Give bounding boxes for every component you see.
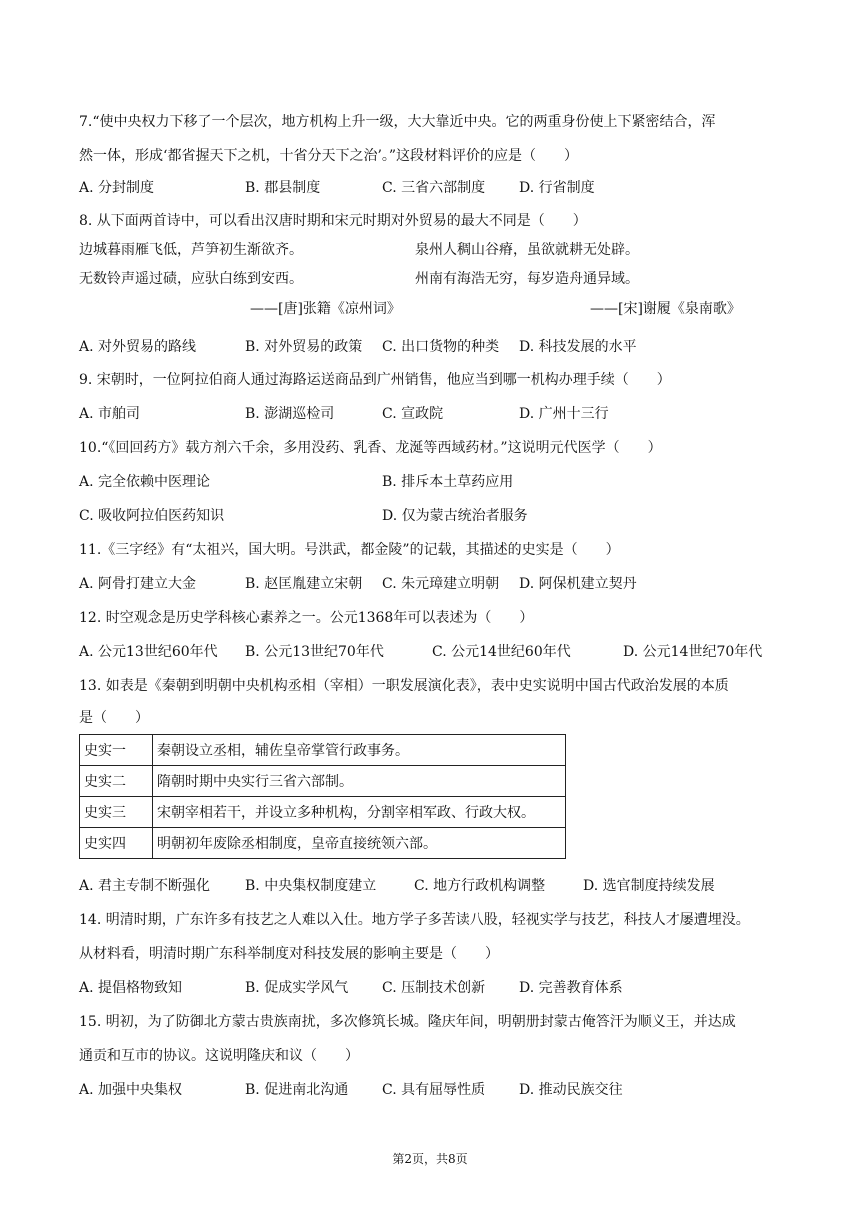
q15-options (79, 1080, 800, 1100)
q9-option-a[interactable]: A. 市舶司 (79, 406, 141, 422)
q13-history-table (79, 734, 566, 859)
q12-option-a[interactable]: A. 公元13世纪60年代 (79, 644, 218, 660)
q15-option-a[interactable]: A. 加强中央集权 (79, 1082, 183, 1098)
q13-option-b[interactable]: B. 中央集权制度建立 (245, 878, 377, 894)
q7-stem-line-1: 7.“使中央权力下移了一个层次，地方机构上升一级，大大靠近中央。它的两重身份使上下紧密结合，浑 (79, 114, 716, 130)
q15-option-d[interactable]: D. 推动民族交往 (519, 1082, 623, 1098)
q11-option-d[interactable]: D. 阿保机建立契丹 (519, 576, 637, 592)
table-cell-content: 秦朝设立丞相，辅佐皇帝掌管行政事务。 (153, 735, 566, 766)
q9-option-c[interactable]: C. 宣政院 (382, 406, 444, 422)
table-cell-label: 史实二 (80, 766, 153, 797)
q8-option-b[interactable]: B. 对外贸易的政策 (245, 339, 363, 355)
q12-stem: 12. 时空观念是历史学科核心素养之一。公元1368年可以表述为（ ） (79, 610, 534, 626)
q7-option-b[interactable]: B. 郡县制度 (245, 180, 321, 196)
table-row (80, 828, 566, 859)
q13-options (79, 876, 800, 896)
q14-option-b[interactable]: B. 促成实学风气 (245, 980, 349, 996)
table-cell-label: 史实四 (80, 828, 153, 859)
q7-options (79, 178, 800, 198)
q8-poem-left-line-1: 边城暮雨雁飞低，芦笋初生渐欲齐。 (79, 242, 303, 258)
q8-option-d[interactable]: D. 科技发展的水平 (519, 339, 637, 355)
table-row (80, 797, 566, 828)
q8-stem: 8. 从下面两首诗中，可以看出汉唐时期和宋元时期对外贸易的最大不同是（ ） (79, 213, 587, 229)
q12-option-b[interactable]: B. 公元13世纪70年代 (245, 644, 384, 660)
q12-option-c[interactable]: C. 公元14世纪60年代 (432, 644, 571, 660)
q13-stem-line-2: 是（ ） (79, 710, 149, 726)
table-cell-label: 史实三 (80, 797, 153, 828)
q15-stem-line-2: 通贡和互市的协议。这说明隆庆和议（ ） (79, 1048, 359, 1064)
q7-option-c[interactable]: C. 三省六部制度 (382, 180, 486, 196)
q10-options-row-1 (79, 472, 800, 492)
q13-option-d[interactable]: D. 选官制度持续发展 (583, 878, 715, 894)
q10-option-b[interactable]: B. 排斥本土草药应用 (382, 474, 514, 490)
q10-stem: 10.“《回回药方》载方剂六千余，多用没药、乳香、龙涎等西域药材。”这说明元代医学（ ） (79, 440, 662, 456)
q12-option-d[interactable]: D. 公元14世纪70年代 (623, 644, 763, 660)
q14-stem-line-2: 从材料看，明清时期广东科举制度对科技发展的影响主要是（ ） (79, 946, 499, 962)
q13-stem-line-1: 13. 如表是《秦朝到明朝中央机构丞相（宰相）一职发展演化表》，表中史实说明中国古代政治发展的本质 (79, 678, 729, 694)
q14-options (79, 978, 800, 998)
q15-option-c[interactable]: C. 具有屈辱性质 (382, 1082, 486, 1098)
q14-option-a[interactable]: A. 提倡格物致知 (79, 980, 183, 996)
q8-options (79, 337, 800, 357)
q13-option-a[interactable]: A. 君主专制不断强化 (79, 878, 211, 894)
q10-option-a[interactable]: A. 完全依赖中医理论 (79, 474, 211, 490)
table-cell-label: 史实一 (80, 735, 153, 766)
q8-poem-right-author: ——[宋]谢履《泉南歌》 (590, 301, 741, 317)
table-row (80, 735, 566, 766)
q8-poem-right-line-2: 州南有海浩无穷，每岁造舟通异域。 (415, 271, 639, 287)
table-cell-content: 明朝初年废除丞相制度，皇帝直接统领六部。 (153, 828, 566, 859)
table-cell-content: 宋朝宰相若干，并设立多种机构，分割宰相军政、行政大权。 (153, 797, 566, 828)
q8-poem-left-line-2: 无数铃声遥过碛，应驮白练到安西。 (79, 271, 303, 287)
q13-option-c[interactable]: C. 地方行政机构调整 (414, 878, 546, 894)
table-row (80, 766, 566, 797)
q9-option-d[interactable]: D. 广州十三行 (519, 406, 609, 422)
q10-option-c[interactable]: C. 吸收阿拉伯医药知识 (79, 508, 225, 524)
q14-option-c[interactable]: C. 压制技术创新 (382, 980, 486, 996)
q11-option-a[interactable]: A. 阿骨打建立大金 (79, 576, 197, 592)
q7-option-d[interactable]: D. 行省制度 (519, 180, 595, 196)
q8-option-a[interactable]: A. 对外贸易的路线 (79, 339, 197, 355)
q11-option-c[interactable]: C. 朱元璋建立明朝 (382, 576, 500, 592)
q14-option-d[interactable]: D. 完善教育体系 (519, 980, 623, 996)
q11-option-b[interactable]: B. 赵匡胤建立宋朝 (245, 576, 363, 592)
q9-options (79, 404, 800, 424)
q10-option-d[interactable]: D. 仅为蒙古统治者服务 (382, 508, 528, 524)
q7-stem-line-2: 然一体，形成‘都省握天下之机，十省分天下之治’。”这段材料评价的应是（ ） (79, 148, 579, 164)
table-cell-content: 隋朝时期中央实行三省六部制。 (153, 766, 566, 797)
q14-stem-line-1: 14. 明清时期，广东许多有技艺之人难以入仕。地方学子多苦读八股，轻视实学与技艺，科技人才屡遭埋没。 (79, 912, 750, 928)
q8-poem-left-author: ——[唐]张籍《凉州词》 (250, 301, 401, 317)
q9-option-b[interactable]: B. 澎湖巡检司 (245, 406, 335, 422)
q15-stem-line-1: 15. 明初，为了防御北方蒙古贵族南扰，多次修筑长城。隆庆年间，明朝册封蒙古俺答汗为顺义王，并达成 (79, 1014, 736, 1030)
q12-options (79, 642, 800, 662)
q15-option-b[interactable]: B. 促进南北沟通 (245, 1082, 349, 1098)
q11-stem: 11.《三字经》有“太祖兴，国大明。号洪武，都金陵”的记载，其描述的史实是（ ） (79, 542, 620, 558)
q10-options-row-2 (79, 506, 800, 526)
page-number-footer: 第2页，共8页 (392, 1152, 468, 1166)
q8-poem-right-line-1: 泉州人稠山谷瘠，虽欲就耕无处辟。 (415, 242, 639, 258)
q11-options (79, 574, 800, 594)
q9-stem: 9. 宋朝时，一位阿拉伯商人通过海路运送商品到广州销售，他应当到哪一机构办理手续（ ） (79, 372, 671, 388)
q8-option-c[interactable]: C. 出口货物的种类 (382, 339, 500, 355)
q7-option-a[interactable]: A. 分封制度 (79, 180, 155, 196)
